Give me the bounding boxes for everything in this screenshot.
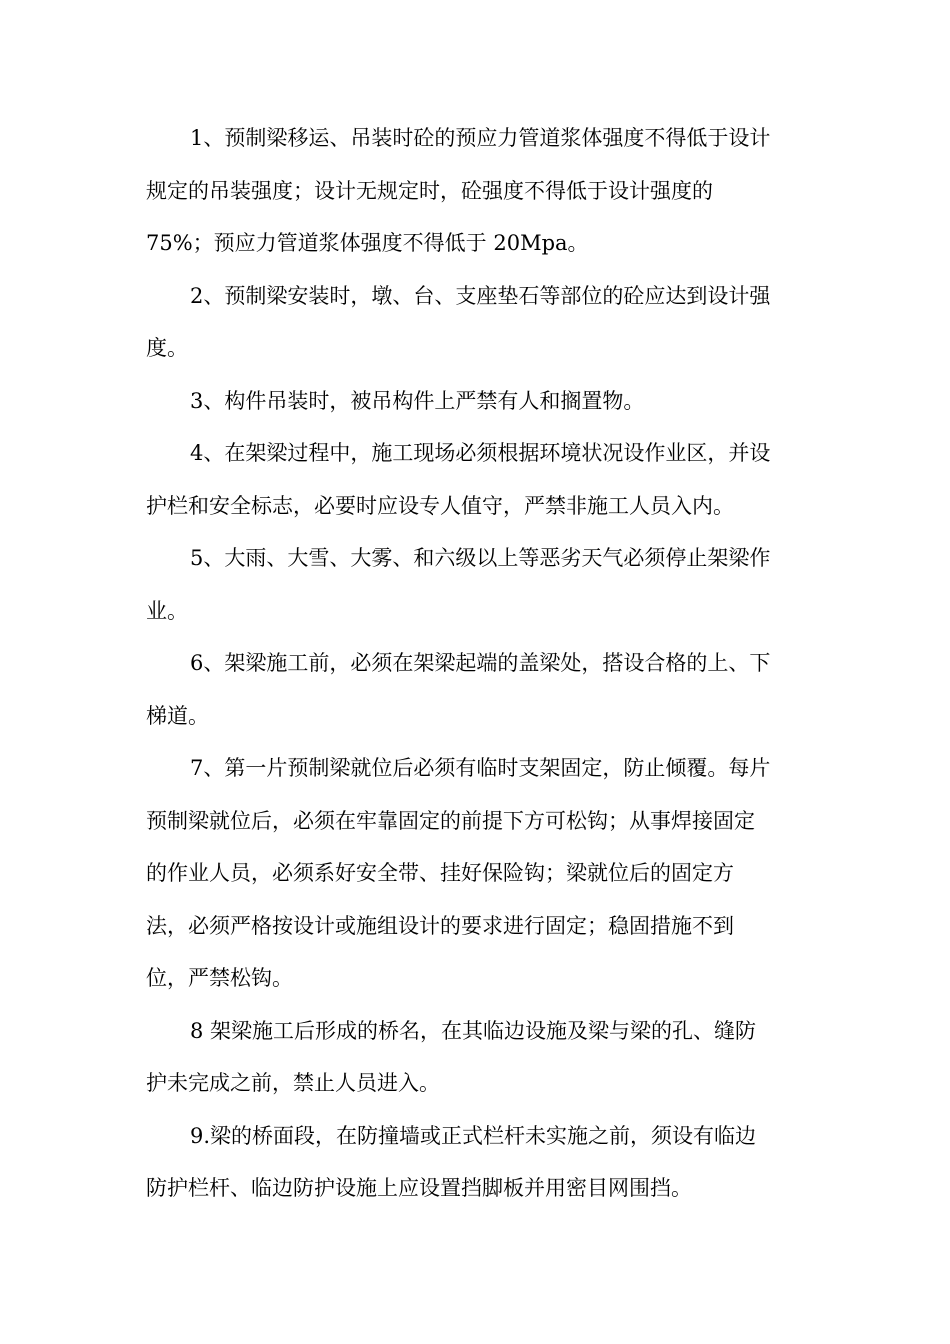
paragraph-4 <box>146 427 806 532</box>
text-line: 3、构件吊装时，被吊构件上严禁有人和搁置物。 <box>190 388 645 413</box>
text-line: 2、预制梁安装时，墩、台、支座垫石等部位的砼应达到设计强 <box>190 283 771 308</box>
text-line: 位，严禁松钩。 <box>146 966 293 990</box>
paragraph-1 <box>146 112 806 270</box>
text-line: 6、架梁施工前，必须在架梁起端的盖梁处，搭设合格的上、下 <box>190 651 771 675</box>
text-line: 防护栏杆、临边防护设施上应设置挡脚板并用密目网围挡。 <box>146 1176 692 1200</box>
text-line: 法，必须严格按设计或施组设计的要求进行固定；稳固措施不到 <box>146 913 734 938</box>
text-line: 9.梁的桥面段，在防撞墙或正式栏杆未实施之前，须设有临边 <box>190 1123 757 1148</box>
paragraph-8 <box>146 1005 806 1110</box>
text-line: 1、预制梁移运、吊装时砼的预应力管道浆体强度不得低于设计 <box>190 126 771 150</box>
text-line: 4、在架梁过程中，施工现场必须根据环境状况设作业区，并设 <box>190 441 771 465</box>
paragraph-7 <box>146 742 806 1005</box>
paragraph-2 <box>146 270 806 375</box>
text-line: 预制梁就位后，必须在牢靠固定的前提下方可松钩；从事焊接固定 <box>146 808 755 833</box>
text-line: 护栏和安全标志，必要时应设专人值守，严禁非施工人员入内。 <box>146 493 734 518</box>
document-body <box>146 112 806 1215</box>
text-line: 业。 <box>146 598 188 623</box>
paragraph-3 <box>146 375 806 428</box>
text-line: 75%；预应力管道浆体强度不得低于 20Mpa。 <box>146 231 589 255</box>
text-line: 8 架梁施工后形成的桥名，在其临边设施及梁与梁的孔、缝防 <box>190 1018 757 1043</box>
text-line: 梯道。 <box>146 703 209 728</box>
text-line: 的作业人员，必须系好安全带、挂好保险钩；梁就位后的固定方 <box>146 861 734 885</box>
paragraph-6 <box>146 637 806 742</box>
text-line: 5、大雨、大雪、大雾、和六级以上等恶劣天气必须停止架梁作 <box>190 546 771 570</box>
text-line: 度。 <box>146 336 188 360</box>
text-line: 规定的吊装强度；设计无规定时，砼强度不得低于设计强度的 <box>146 178 713 203</box>
text-line: 7、第一片预制梁就位后必须有临时支架固定，防止倾覆。每片 <box>190 756 771 780</box>
paragraph-9 <box>146 1110 806 1215</box>
paragraph-5 <box>146 532 806 637</box>
text-line: 护未完成之前，禁止人员进入。 <box>146 1071 440 1095</box>
